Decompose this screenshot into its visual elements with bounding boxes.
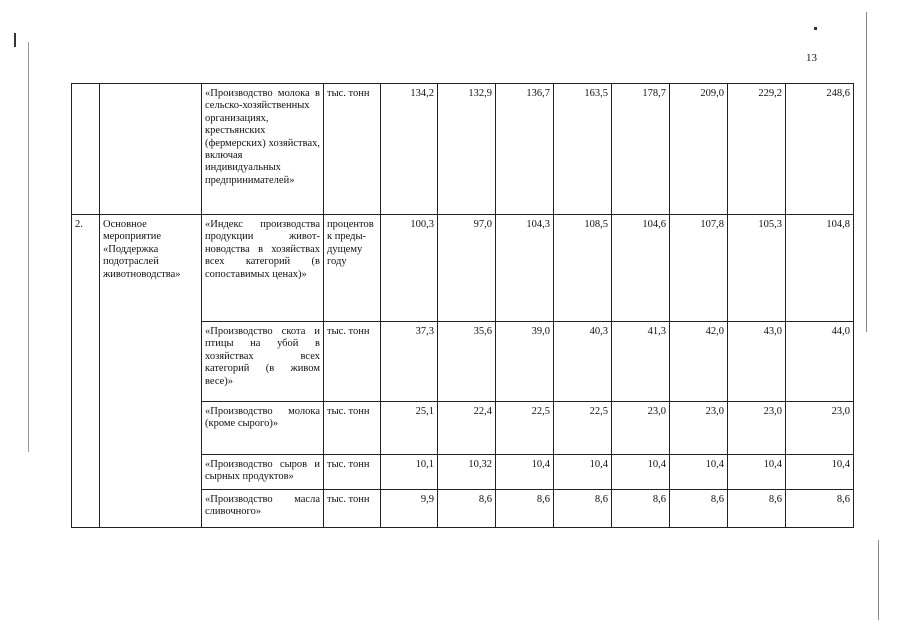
value-cell: 134,2 <box>381 84 438 215</box>
value-cell: 248,6 <box>786 84 854 215</box>
scan-edge-mark <box>28 42 29 452</box>
value-cell: 104,8 <box>786 215 854 322</box>
indicator-name: «Производство молока (кроме сырого)» <box>202 402 324 455</box>
value-cell: 8,6 <box>612 490 670 528</box>
value-cell: 104,6 <box>612 215 670 322</box>
value-cell: 25,1 <box>381 402 438 455</box>
value-cell: 104,3 <box>496 215 554 322</box>
unit: тыс. тонн <box>324 84 381 215</box>
value-cell: 108,5 <box>554 215 612 322</box>
value-cell: 107,8 <box>670 215 728 322</box>
value-cell: 178,7 <box>612 84 670 215</box>
value-cell: 10,4 <box>670 455 728 490</box>
value-cell: 8,6 <box>786 490 854 528</box>
scan-edge-mark <box>878 540 879 620</box>
value-cell: 209,0 <box>670 84 728 215</box>
table-row <box>72 215 854 322</box>
indicator-name: «Производство скота и птицы на убой в хозяйствах всех категорий (в живом весе)» <box>202 322 324 402</box>
value-cell: 8,6 <box>670 490 728 528</box>
unit: тыс. тонн <box>324 402 381 455</box>
row-number <box>72 84 100 215</box>
value-cell: 10,4 <box>554 455 612 490</box>
value-cell: 23,0 <box>670 402 728 455</box>
value-cell: 8,6 <box>728 490 786 528</box>
value-cell: 8,6 <box>554 490 612 528</box>
indicator-name: «Производство масла сливочного» <box>202 490 324 528</box>
unit: тыс. тонн <box>324 322 381 402</box>
unit: тыс. тонн <box>324 455 381 490</box>
value-cell: 229,2 <box>728 84 786 215</box>
measure-name <box>100 84 202 215</box>
table-row <box>72 84 854 215</box>
value-cell: 44,0 <box>786 322 854 402</box>
value-cell: 39,0 <box>496 322 554 402</box>
value-cell: 10,4 <box>728 455 786 490</box>
value-cell: 22,5 <box>496 402 554 455</box>
value-cell: 10,4 <box>612 455 670 490</box>
indicator-name: «Производство молока в сельско-хозяйственных организациях, крестьянских (фермерских) хозяйствах, включая индивидуальных предпринимателей» <box>202 84 324 215</box>
value-cell: 136,7 <box>496 84 554 215</box>
value-cell: 23,0 <box>612 402 670 455</box>
row-number: 2. <box>72 215 100 528</box>
unit: тыс. тонн <box>324 490 381 528</box>
scan-edge-mark <box>866 12 867 332</box>
indicator-name: «Производство сыров и сырных продуктов» <box>202 455 324 490</box>
scan-edge-mark <box>14 33 16 47</box>
value-cell: 10,32 <box>438 455 496 490</box>
value-cell: 10,4 <box>496 455 554 490</box>
measure-name: Основное мероприятие «Поддержка подотраслей животноводства» <box>100 215 202 528</box>
data-table <box>71 83 854 528</box>
unit: процентов к преды-дущему году <box>324 215 381 322</box>
value-cell: 97,0 <box>438 215 496 322</box>
value-cell: 43,0 <box>728 322 786 402</box>
value-cell: 41,3 <box>612 322 670 402</box>
value-cell: 105,3 <box>728 215 786 322</box>
value-cell: 132,9 <box>438 84 496 215</box>
value-cell: 22,4 <box>438 402 496 455</box>
value-cell: 37,3 <box>381 322 438 402</box>
value-cell: 8,6 <box>496 490 554 528</box>
value-cell: 10,4 <box>786 455 854 490</box>
value-cell: 8,6 <box>438 490 496 528</box>
scan-edge-mark <box>814 27 817 30</box>
value-cell: 163,5 <box>554 84 612 215</box>
value-cell: 35,6 <box>438 322 496 402</box>
table-body <box>72 84 854 528</box>
value-cell: 23,0 <box>786 402 854 455</box>
value-cell: 9,9 <box>381 490 438 528</box>
value-cell: 10,1 <box>381 455 438 490</box>
value-cell: 42,0 <box>670 322 728 402</box>
value-cell: 100,3 <box>381 215 438 322</box>
value-cell: 40,3 <box>554 322 612 402</box>
value-cell: 22,5 <box>554 402 612 455</box>
value-cell: 23,0 <box>728 402 786 455</box>
indicator-name: «Индекс производства продукции живот-новодства в хозяйствах всех категорий (в сопоставимых ценах)» <box>202 215 324 322</box>
page-number: 13 <box>806 52 817 64</box>
